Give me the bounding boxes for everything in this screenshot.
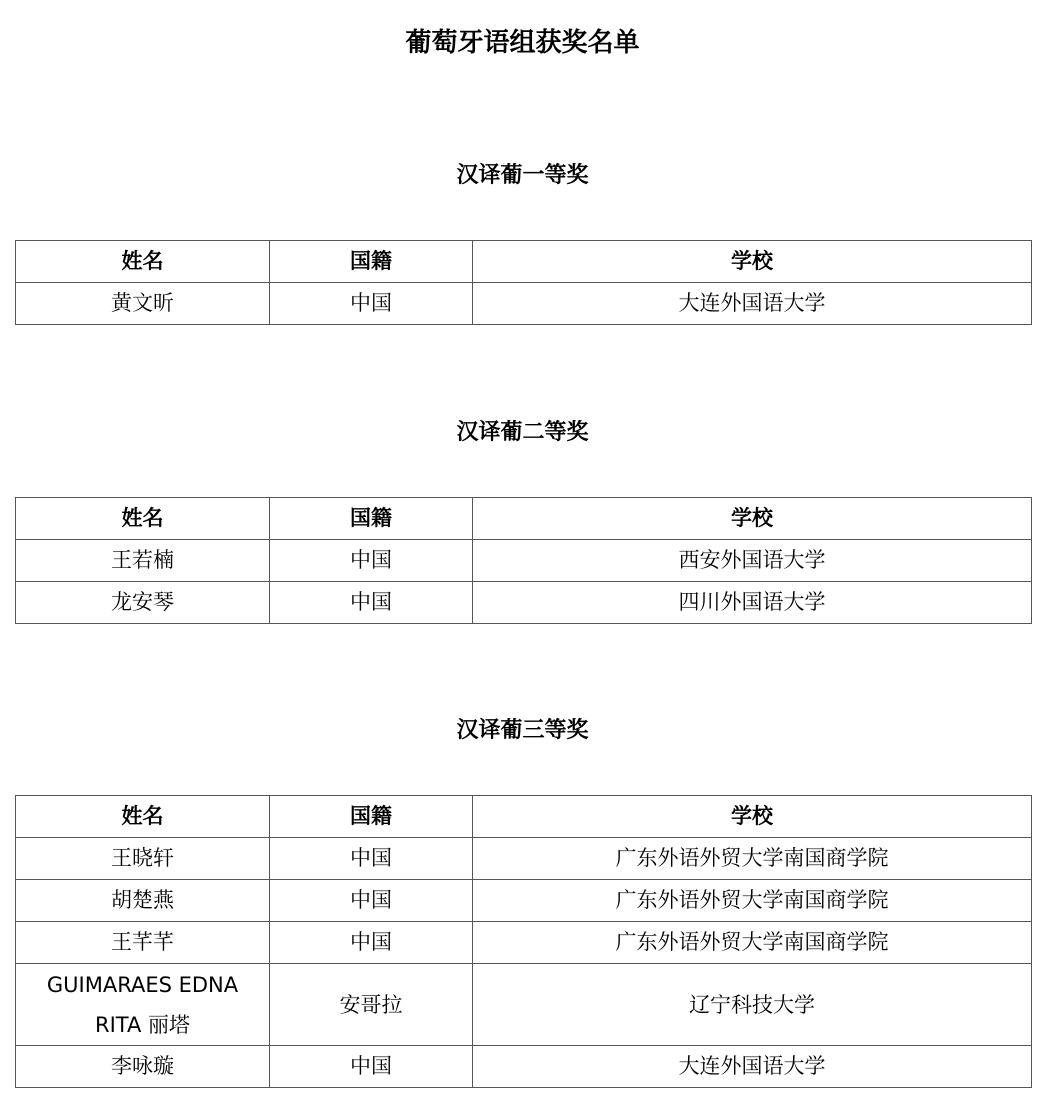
cell-school: 西安外国语大学 <box>473 540 1032 582</box>
table-row <box>16 964 1032 1046</box>
cell-nationality: 中国 <box>270 1046 473 1088</box>
header-nationality: 国籍 <box>270 498 473 540</box>
header-school: 学校 <box>473 796 1032 838</box>
table-header-row <box>16 796 1032 838</box>
table-row <box>16 922 1032 964</box>
second-prize-table <box>15 497 1032 624</box>
cell-school: 广东外语外贸大学南国商学院 <box>473 838 1032 880</box>
cell-name: 李咏璇 <box>16 1046 270 1088</box>
table-row <box>16 880 1032 922</box>
cell-name: 黄文昕 <box>16 283 270 325</box>
cell-name: 龙安琴 <box>16 582 270 624</box>
cell-nationality: 中国 <box>270 540 473 582</box>
cell-school: 广东外语外贸大学南国商学院 <box>473 922 1032 964</box>
header-name: 姓名 <box>16 796 270 838</box>
third-prize-table <box>15 795 1032 1088</box>
cell-nationality: 安哥拉 <box>270 964 473 1046</box>
cell-school: 四川外国语大学 <box>473 582 1032 624</box>
section-title-second-prize: 汉译葡二等奖 <box>456 420 589 445</box>
section-title-first-prize: 汉译葡一等奖 <box>456 163 589 188</box>
cell-name: 王晓轩 <box>16 838 270 880</box>
header-name: 姓名 <box>16 241 270 283</box>
table-row <box>16 838 1032 880</box>
first-prize-table <box>15 240 1032 325</box>
cell-nationality: 中国 <box>270 922 473 964</box>
header-school: 学校 <box>473 241 1032 283</box>
table-header-row <box>16 241 1032 283</box>
cell-name: 王若楠 <box>16 540 270 582</box>
cell-name: GUIMARAES EDNA RITA 丽塔 <box>16 964 270 1046</box>
cell-nationality: 中国 <box>270 582 473 624</box>
header-nationality: 国籍 <box>270 796 473 838</box>
cell-name: 王芊芊 <box>16 922 270 964</box>
cell-name: 胡楚燕 <box>16 880 270 922</box>
cell-school: 辽宁科技大学 <box>473 964 1032 1046</box>
cell-school: 大连外国语大学 <box>473 283 1032 325</box>
section-title-third-prize: 汉译葡三等奖 <box>456 718 589 743</box>
cell-nationality: 中国 <box>270 283 473 325</box>
table-row <box>16 1046 1032 1088</box>
table-row <box>16 582 1032 624</box>
cell-school: 广东外语外贸大学南国商学院 <box>473 880 1032 922</box>
table-row <box>16 540 1032 582</box>
header-school: 学校 <box>473 498 1032 540</box>
cell-nationality: 中国 <box>270 880 473 922</box>
cell-school: 大连外国语大学 <box>473 1046 1032 1088</box>
header-name: 姓名 <box>16 498 270 540</box>
table-header-row <box>16 498 1032 540</box>
header-nationality: 国籍 <box>270 241 473 283</box>
page-title: 葡萄牙语组获奖名单 <box>405 28 640 58</box>
cell-nationality: 中国 <box>270 838 473 880</box>
table-row <box>16 283 1032 325</box>
